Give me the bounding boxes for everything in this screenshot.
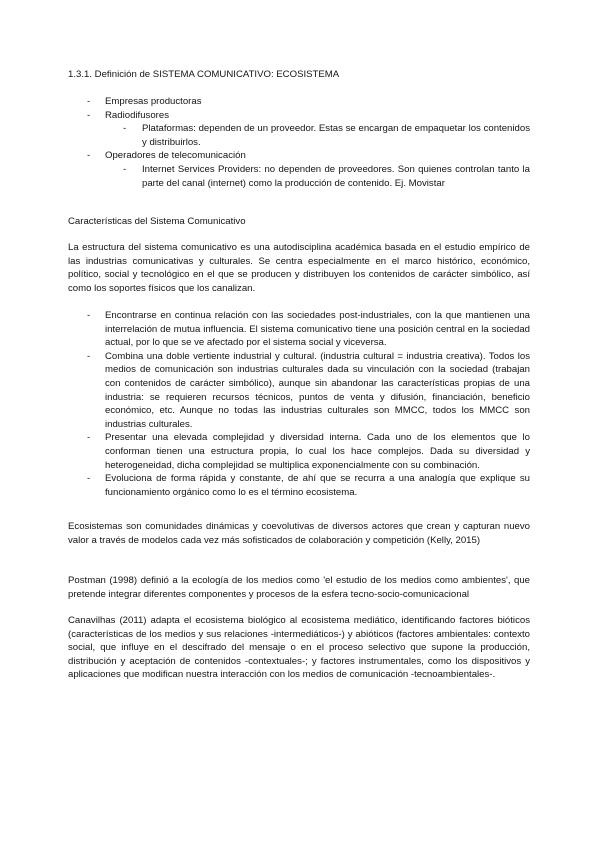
sublist-item-isp [142, 163, 530, 190]
characteristic-text: Encontrarse en continua relación con las sociedades post-industriales, con la que mantienen una interrelación de mutua influencia. El sistema comunicativo tiene una posición central en la sociedad actual, por lo que se ve afectado por el sistema social y viceversa. [105, 310, 530, 349]
characteristic-item [105, 431, 530, 472]
kelly-paragraph: Ecosistemas son comunidades dinámicas y coevolutivas de diversos actores que crean y capturan nuevo valor a través de modelos cada vez más sofisticados de colaboración y competición (Kelly, 2015) [68, 521, 530, 546]
section-heading: 1.3.1. Definición de SISTEMA COMUNICATIVO: ECOSISTEMA [68, 69, 340, 80]
canavilhas-paragraph: Canavilhas (2011) adapta el ecosistema biológico al ecosistema mediático, identificando factores bióticos (características de los medios y sus relaciones -intermediáticos-) y abióticos (factores ambientales: contexto social, que influye en el descifrado del mensaje o en el proceso selectivo que supone la producción, distribución y aceptación de contenidos -contextuales-; y factores instrumentales, como los dispositivos y aplicaciones que modifican nuestra interacción con los medios de comunicación -tecnoambientales-. [68, 615, 530, 681]
list-item-empresas [105, 95, 530, 109]
list-item-radiodifusores [105, 109, 530, 150]
sublist-item-plataformas [142, 122, 530, 149]
sublist-item-text: Plataformas: dependen de un proveedor. Estas se encargan de empaquetar los contenidos y distribuirlos. [142, 123, 530, 148]
sublist-item-text: Internet Services Providers: no dependen de proveedores. Son quienes controlan tanto la parte del canal (internet) como la producción de contenido. Ej. Movistar [142, 163, 530, 189]
list-item-text: Operadores de telecomunicación [105, 150, 246, 162]
postman-paragraph: Postman (1998) definió a la ecología de los medios como 'el estudio de los medios como ambientes', que pretende integrar diferentes componentes y procesos de la esfera tecno-socio-comunicacional [68, 575, 530, 600]
characteristics-list [105, 309, 530, 499]
list-item-text: Radiodifusores [105, 109, 169, 121]
intro-paragraph: La estructura del sistema comunicativo es una autodisciplina académica basada en el estudio empírico de las industrias comunicativas y culturales. Se centra especialmente en el marco histórico, económico, político, social y tecnológico en el que se producen y distribuyen los contenidos de carácter simbólico, así como los soportes físicos que los canalizan. [68, 242, 530, 294]
characteristic-item [105, 472, 530, 499]
sublist [142, 122, 530, 149]
characteristic-text: Evoluciona de forma rápida y constante, de ahí que se recurra a una analogía que explique su funcionamiento orgánico como lo es el término ecosistema. [105, 473, 530, 498]
characteristics-heading: Características del Sistema Comunicativo [68, 216, 246, 227]
characteristic-text: Combina una doble vertiente industrial y cultural. (industria cultural = industria creativa). Todos los medios de comunicación son industrias culturales dada su vinculación con la sociedad (trabajan con contenidos de carácter simbólico), aunque sin abandonar las características propias de una industria: se requieren recursos técnicos, puntos de venta y difusión, financiación, beneficio económico, etc. Aunque no todas las industrias culturales son MMCC, todos los MMCC son industrias culturales. [105, 350, 530, 430]
list-item-operadores [105, 149, 530, 190]
definition-list [105, 95, 530, 190]
sublist [142, 163, 530, 190]
characteristic-item [105, 350, 530, 432]
list-item-text: Empresas productoras [105, 96, 202, 107]
characteristic-item [105, 309, 530, 350]
characteristic-text: Presentar una elevada complejidad y diversidad interna. Cada uno de los elementos que lo conforman tienen una estructura propia, lo cual los hace complejos. Dada su diversidad y heterogeneidad, dicha complejidad se multiplica exponencialmente con su combinación. [105, 432, 530, 471]
